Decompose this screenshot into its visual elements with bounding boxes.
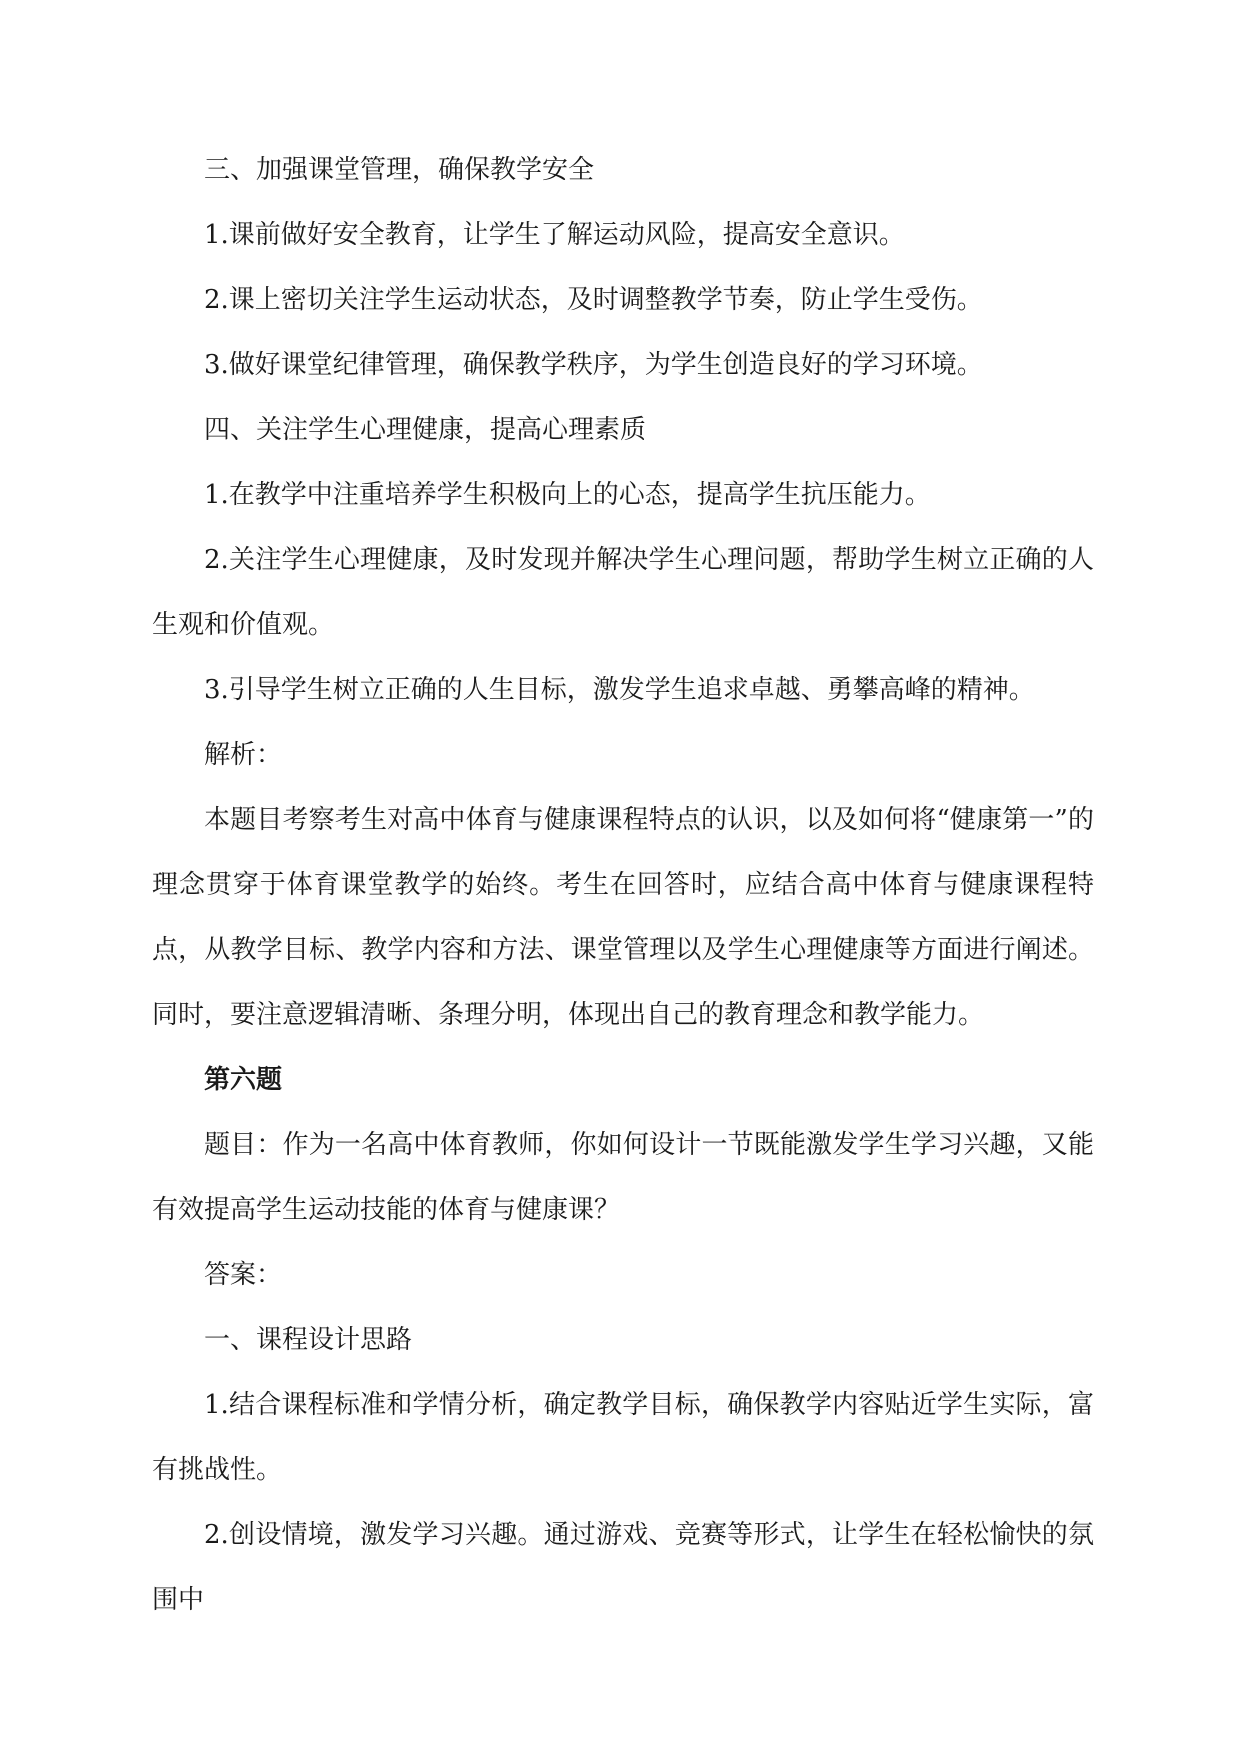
section-heading-course-design: 一、课程设计思路 xyxy=(204,1325,413,1355)
question-heading: 第六题 xyxy=(204,1065,283,1095)
section-heading-classroom-management: 三、加强课堂管理，确保教学安全 xyxy=(204,155,595,185)
analysis-paragraph: 本题目考察考生对高中体育与健康课程特点的认识，以及如何将“健康第一”的理念贯穿于体育课堂教学的始终。考生在回答时，应结合高中体育与健康课程特点，从教学目标、教学内容和方法、课堂管理以及学生心理健康等方面进行阐述。同时，要注意逻辑清晰、条理分明，体现出自己的教育理念和教学能力。 xyxy=(152,805,1094,1030)
section-heading-mental-health: 四、关注学生心理健康，提高心理素质 xyxy=(204,415,647,445)
question-text: 题目：作为一名高中体育教师，你如何设计一节既能激发学生学习兴趣，又能有效提高学生运动技能的体育与健康课？ xyxy=(152,1130,1094,1225)
list-item: 3.做好课堂纪律管理，确保教学秩序，为学生创造良好的学习环境。 xyxy=(204,350,983,380)
analysis-label: 解析： xyxy=(204,740,283,770)
list-item: 2.课上密切关注学生运动状态，及时调整教学节奏，防止学生受伤。 xyxy=(204,285,983,315)
list-item: 1.在教学中注重培养学生积极向上的心态，提高学生抗压能力。 xyxy=(204,480,931,510)
list-item: 2.关注学生心理健康，及时发现并解决学生心理问题，帮助学生树立正确的人生观和价值观。 xyxy=(152,545,1094,640)
list-item: 2.创设情境，激发学习兴趣。通过游戏、竞赛等形式，让学生在轻松愉快的氛围中 xyxy=(152,1520,1094,1615)
answer-label: 答案： xyxy=(204,1260,283,1290)
list-item: 1.课前做好安全教育，让学生了解运动风险，提高安全意识。 xyxy=(204,220,905,250)
list-item: 1.结合课程标准和学情分析，确定教学目标，确保教学内容贴近学生实际，富有挑战性。 xyxy=(152,1390,1094,1485)
document-body xyxy=(152,138,1094,1633)
list-item: 3.引导学生树立正确的人生目标，激发学生追求卓越、勇攀高峰的精神。 xyxy=(204,675,1035,705)
